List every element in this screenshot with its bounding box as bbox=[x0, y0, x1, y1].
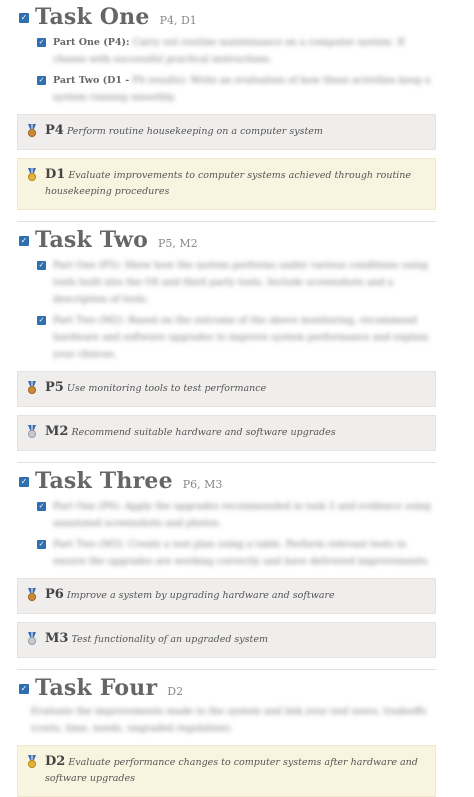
task-title: Task Two bbox=[35, 227, 148, 253]
checkbox-checked-icon[interactable]: ✓ bbox=[38, 540, 45, 548]
criterion-code: M2 bbox=[45, 424, 69, 439]
criterion-pass bbox=[17, 114, 436, 150]
criterion-description: Recommend suitable hardware and software upgrades bbox=[71, 427, 336, 438]
section-divider bbox=[17, 669, 436, 670]
criterion-code: P5 bbox=[45, 380, 64, 395]
task-part bbox=[17, 498, 436, 532]
criterion-pass bbox=[17, 371, 436, 407]
part-text: Part Two (M3): Create a test plan using a table. Perform relevant tests to ensure the upgrades are working correctly and have delivered improvements. bbox=[53, 539, 430, 567]
criterion-code: P4 bbox=[45, 123, 64, 138]
criterion-description: Evaluate improvements to computer systems achieved through routine housekeeping procedures bbox=[45, 170, 412, 197]
criterion-pass bbox=[17, 578, 436, 614]
task-criteria-codes: P5, M2 bbox=[157, 237, 198, 250]
criterion-distinction bbox=[17, 745, 436, 797]
checkbox-checked-icon[interactable]: ✓ bbox=[38, 76, 45, 84]
task-part bbox=[17, 72, 436, 106]
gold-medal-icon bbox=[27, 168, 37, 182]
criterion-description: Perform routine housekeeping on a computer system bbox=[66, 126, 323, 137]
task-criteria-codes: P6, M3 bbox=[182, 478, 223, 491]
checkbox-checked-icon[interactable]: ✓ bbox=[20, 684, 28, 693]
silver-medal-icon bbox=[27, 632, 37, 646]
checkbox-checked-icon[interactable]: ✓ bbox=[38, 38, 45, 46]
checkbox-checked-icon[interactable]: ✓ bbox=[20, 236, 28, 245]
task-criteria-codes: D2 bbox=[167, 685, 184, 698]
section-divider bbox=[17, 462, 436, 463]
criterion-distinction bbox=[17, 158, 436, 210]
checkbox-checked-icon[interactable]: ✓ bbox=[38, 261, 45, 269]
task-two-header bbox=[17, 227, 436, 253]
checkbox-checked-icon[interactable]: ✓ bbox=[38, 316, 45, 324]
criterion-description: Test functionality of an upgraded system bbox=[71, 634, 268, 645]
task-criteria-codes: P4, D1 bbox=[159, 14, 197, 27]
part-text: Part Two (M2): Based on the outcome of the above monitoring, recommend hardware and software upgrades to improve system performance and explain your choices. bbox=[53, 315, 429, 360]
criterion-description: Evaluate performance changes to computer systems after hardware and software upgrades bbox=[45, 757, 418, 784]
gold-medal-icon bbox=[27, 755, 37, 769]
task-part bbox=[17, 536, 436, 570]
task-one-header bbox=[17, 4, 436, 30]
bronze-medal-icon bbox=[27, 588, 37, 602]
criterion-code: M3 bbox=[45, 631, 69, 646]
section-divider bbox=[17, 221, 436, 222]
task-three-header bbox=[17, 468, 436, 494]
checkbox-checked-icon[interactable]: ✓ bbox=[20, 13, 28, 22]
task-title: Task One bbox=[35, 4, 150, 30]
bronze-medal-icon bbox=[27, 124, 37, 138]
task-four-header bbox=[17, 675, 436, 701]
criterion-merit bbox=[17, 415, 436, 451]
task-intro-text: Evaluate the improvements made to the system and link your end users, tradeoffs (costs, time, needs, ungraded regulation). bbox=[31, 706, 427, 734]
criterion-description: Improve a system by upgrading hardware and software bbox=[66, 590, 335, 601]
criterion-code: D2 bbox=[45, 754, 66, 769]
task-part bbox=[17, 312, 436, 363]
part-text: Carry out routine maintenance on a computer system. If choose with successful practical instructions. bbox=[53, 37, 405, 65]
part-text: P4 results): Write an evaluation of how these activities keep a system running smoothly. bbox=[53, 75, 431, 103]
task-title: Task Three bbox=[35, 468, 173, 494]
assignment-page bbox=[0, 4, 474, 797]
checkbox-checked-icon[interactable]: ✓ bbox=[38, 502, 45, 510]
part-text: Part One (P6): Apply the upgrades recommended in task 2 and evidence using annotated screenshots and photos. bbox=[53, 501, 431, 529]
task-part bbox=[17, 34, 436, 68]
task-part bbox=[17, 257, 436, 308]
criterion-code: P6 bbox=[45, 587, 64, 602]
criterion-merit bbox=[17, 622, 436, 658]
criterion-description: Use monitoring tools to test performance bbox=[66, 383, 267, 394]
task-title: Task Four bbox=[35, 675, 158, 701]
checkbox-checked-icon[interactable]: ✓ bbox=[20, 477, 28, 486]
bronze-medal-icon bbox=[27, 381, 37, 395]
part-text: Part One (P5): Show how the system performs under various conditions using tools built into the OS and third party tools. Include screenshots and a description of tools. bbox=[53, 260, 429, 305]
silver-medal-icon bbox=[27, 425, 37, 439]
criterion-code: D1 bbox=[45, 167, 66, 182]
part-label: Part Two (D1 - bbox=[53, 75, 130, 86]
part-label: Part One (P4): bbox=[53, 37, 130, 48]
